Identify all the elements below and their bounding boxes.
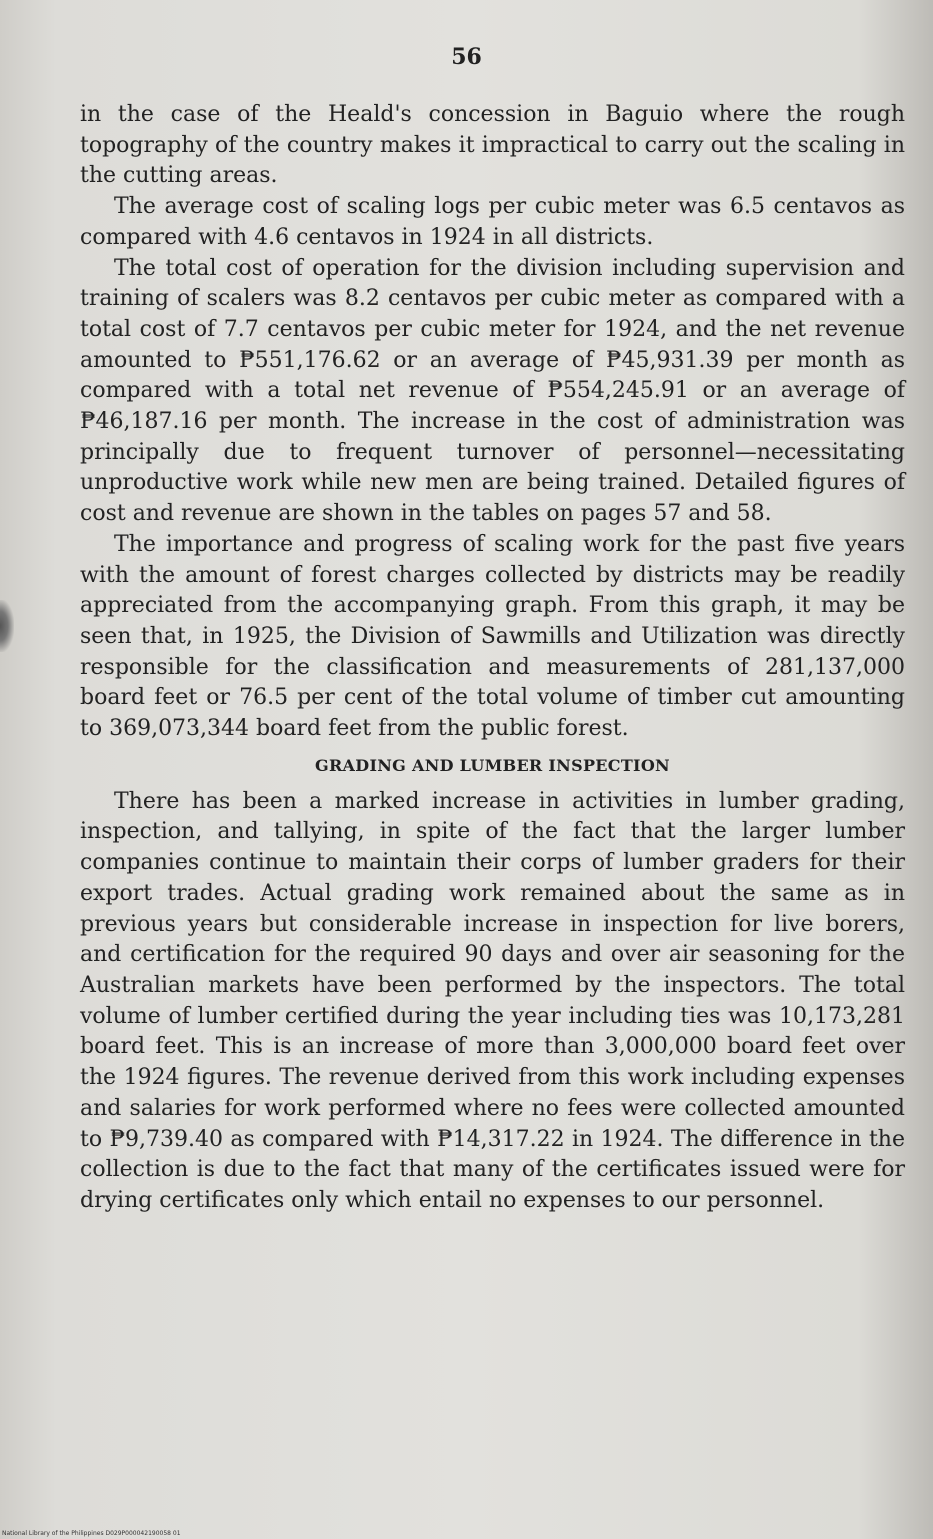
paragraph-grading-inspection: There has been a marked increase in activities in lumber grading, inspection, and tallying, in spite of the fact that the larger lumber companies continue to maintain their corps of lumber graders for their export trades. Actual grading work remained about the same as in previous years but considerable increase in inspection for live borers, and certification for the required 90 days and over air seasoning for the Australian markets have been performed by the inspectors. The total volume of lumber certified during the year including ties was 10,173,281 board feet. This is an increase of more than 3,000,000 board feet over the 1924 figures. The revenue derived from this work including expenses and salaries for work performed where no fees were collected amounted to ₱9,739.40 as compared with ₱14,317.22 in 1924. The difference in the collection is due to the fact that many of the certificates issued were for drying certificates only which entail no expenses to our personnel. xyxy=(80,788,905,1213)
body-text xyxy=(80,100,905,1217)
paragraph-scaling-cost: The average cost of scaling logs per cubic meter was 6.5 centavos as compared with 4.6 centavos in 1924 in all districts. xyxy=(80,194,905,250)
paragraph-continuation: in the case of the Heald's concession in Baguio where the rough topography of the country makes it impractical to carry out the scaling in the cutting areas. xyxy=(80,102,905,189)
footer-credit: National Library of the Philippines D029P000042190058 01 xyxy=(2,1530,181,1537)
binding-shadow xyxy=(0,600,14,652)
paragraph-operation-cost: The total cost of operation for the division including supervision and training of scalers was 8.2 centavos per cubic meter as compared with a total cost of 7.7 centavos per cubic meter for 1924, and the net revenue amounted to ₱551,176.62 or an average of ₱45,931.39 per month as compared with a total net revenue of ₱554,245.91 or an average of ₱46,187.16 per month. The increase in the cost of administration was principally due to frequent turnover of personnel—necessitating unproductive work while new men are being trained. Detailed figures of cost and revenue are shown in the tables on pages 57 and 58. xyxy=(80,255,905,527)
paragraph-scaling-progress: The importance and progress of scaling work for the past five years with the amount of forest charges collected by districts may be readily appreciated from the accompanying graph. From this graph, it may be seen that, in 1925, the Division of Sawmills and Utilization was directly responsible for the classification and measurements of 281,137,000 board feet or 76.5 per cent of the total volume of timber cut amounting to 369,073,344 board feet from the public forest. xyxy=(80,531,905,742)
section-heading: GRADING AND LUMBER INSPECTION xyxy=(315,755,670,775)
page-number: 56 xyxy=(451,44,482,70)
